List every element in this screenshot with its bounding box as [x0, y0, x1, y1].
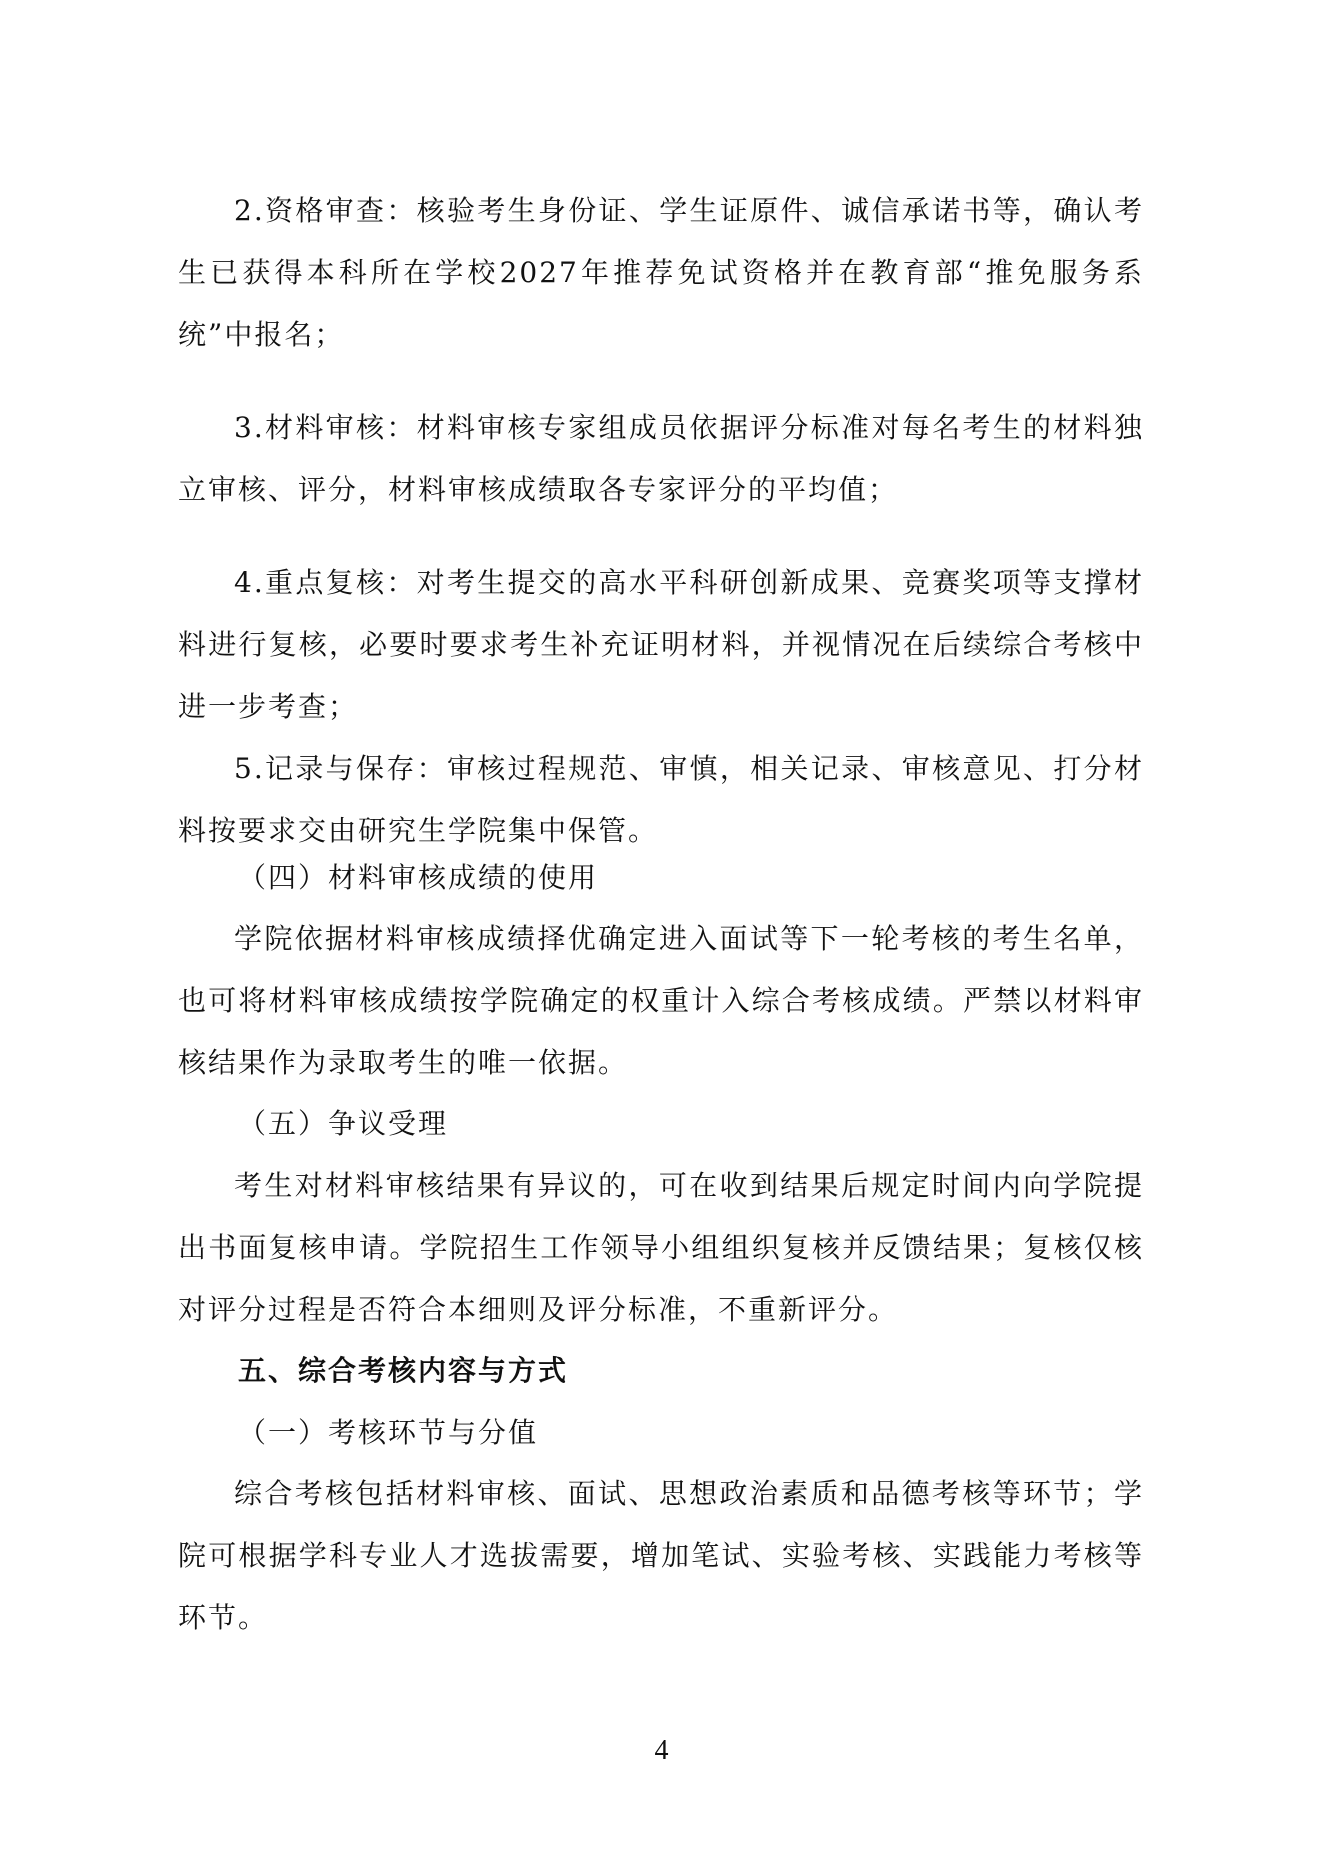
heading-dispute-handling: （五）争议受理	[238, 1107, 449, 1140]
paragraph-material-review: 3.材料审核：材料审核专家组成员依据评分标准对每名考生的材料独立审核、评分，材料审核成绩取各专家评分的平均值；	[178, 411, 1144, 506]
paragraph-key-recheck: 4.重点复核：对考生提交的高水平科研创新成果、竞赛奖项等支撑材料进行复核，必要时要求考生补充证明材料，并视情况在后续综合考核中进一步考查；	[178, 566, 1144, 723]
paragraph-dispute-handling: 考生对材料审核结果有异议的，可在收到结果后规定时间内向学院提出书面复核申请。学院招生工作领导小组组织复核并反馈结果；复核仅核对评分过程是否符合本细则及评分标准，不重新评分。	[178, 1169, 1144, 1326]
paragraph-qualification-review: 2.资格审查：核验考生身份证、学生证原件、诚信承诺书等，确认考生已获得本科所在学校2027年推荐免试资格并在教育部“推免服务系统”中报名；	[178, 194, 1144, 351]
heading-assessment-stages: （一）考核环节与分值	[238, 1416, 539, 1449]
page-number: 4	[654, 1735, 669, 1766]
paragraph-record-keeping: 5.记录与保存：审核过程规范、审慎，相关记录、审核意见、打分材料按要求交由研究生学院集中保管。	[178, 752, 1144, 847]
paragraph-assessment-stages: 综合考核包括材料审核、面试、思想政治素质和品德考核等环节；学院可根据学科专业人才选拔需要，增加笔试、实验考核、实践能力考核等环节。	[178, 1477, 1144, 1634]
paragraph-score-usage: 学院依据材料审核成绩择优确定进入面试等下一轮考核的考生名单，也可将材料审核成绩按学院确定的权重计入综合考核成绩。严禁以材料审核结果作为录取考生的唯一依据。	[178, 922, 1144, 1079]
section-heading-comprehensive-assessment: 五、综合考核内容与方式	[238, 1354, 569, 1387]
heading-score-usage: （四）材料审核成绩的使用	[238, 861, 599, 894]
